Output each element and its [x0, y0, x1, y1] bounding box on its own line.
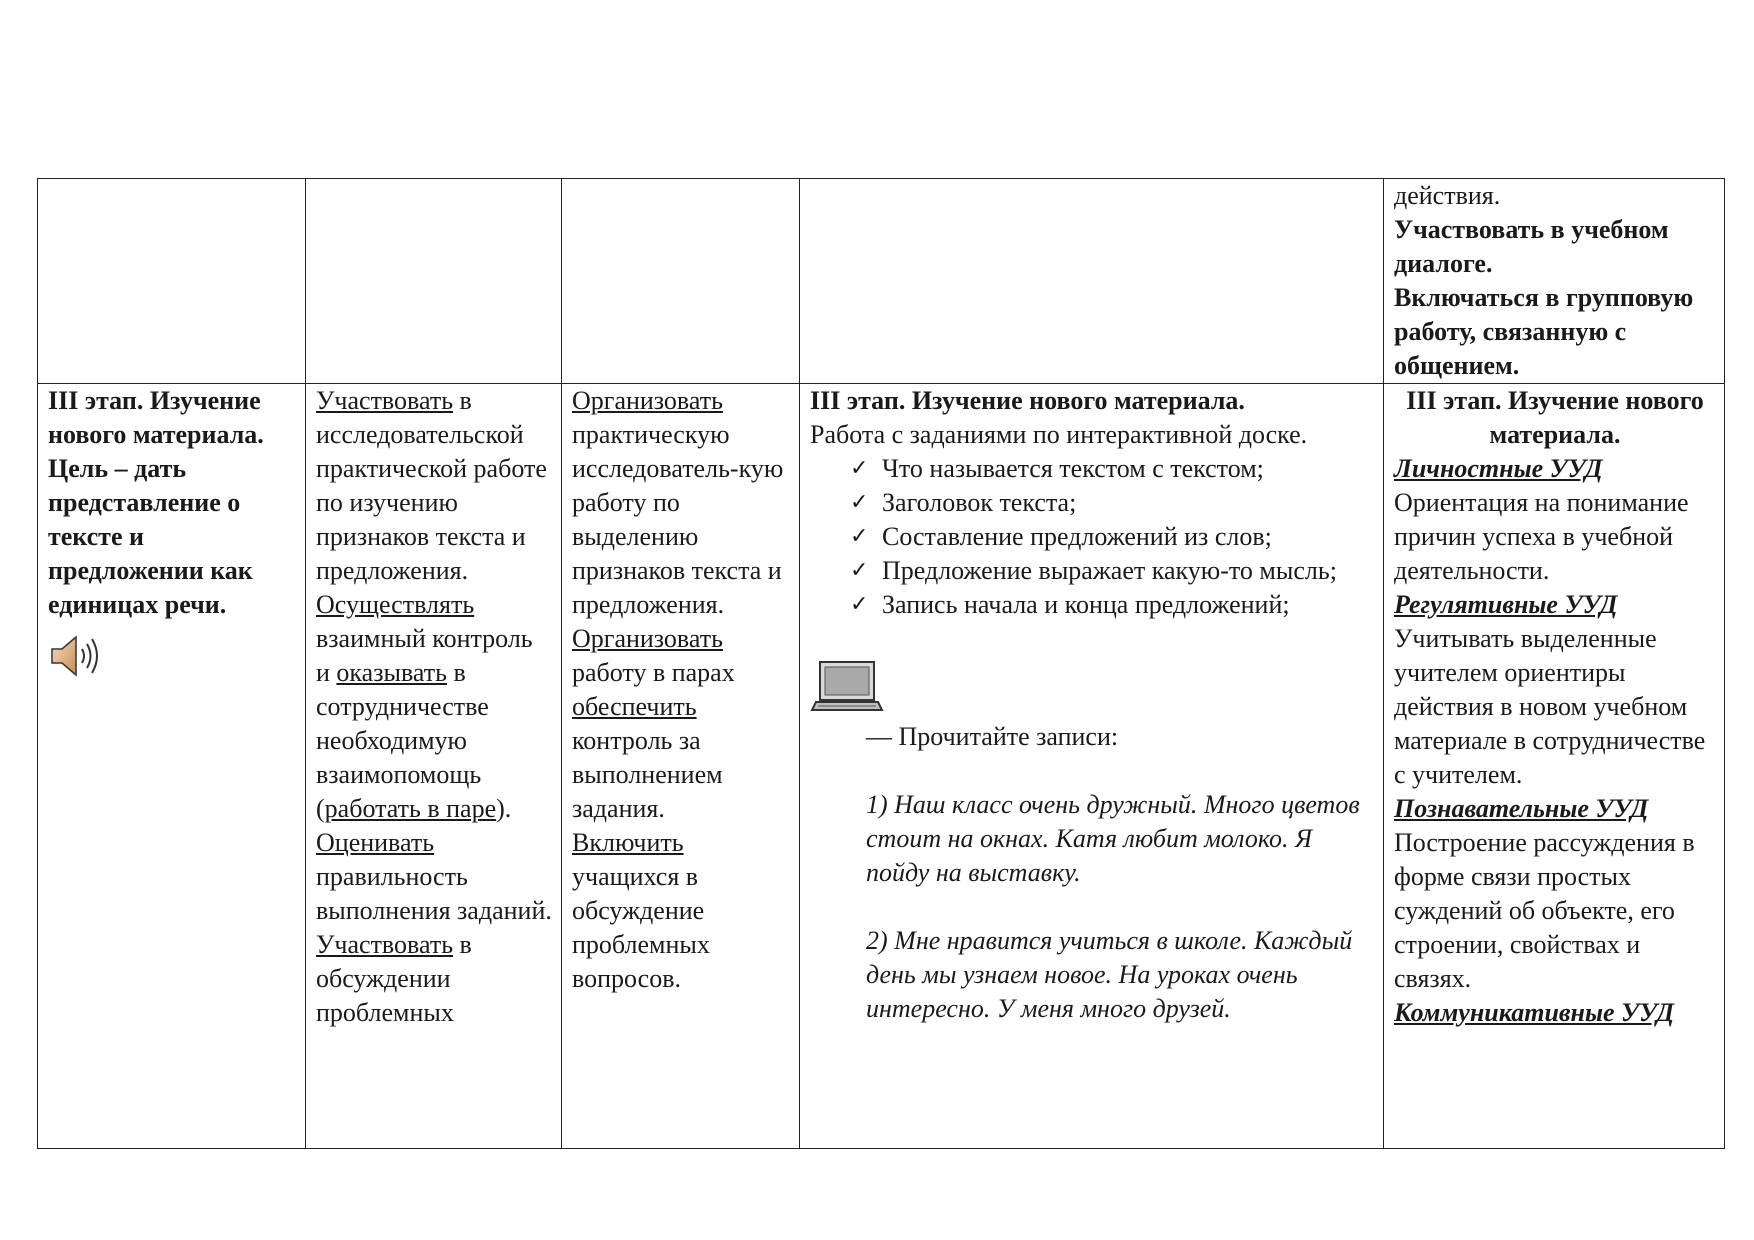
uud-text-line: действия.: [1394, 181, 1501, 210]
cell-stage: [38, 384, 306, 1149]
speaker-icon[interactable]: [48, 632, 104, 680]
list-item: [850, 554, 1375, 588]
list-item: [850, 486, 1375, 520]
list-item-text: Предложение выражает какую-то мысль;: [882, 556, 1337, 585]
table-row: [38, 384, 1725, 1149]
stage-title: III этап. Изучение нового материала.: [48, 386, 264, 449]
cell-student-activity: [306, 384, 562, 1149]
activity-text: в сотрудничестве необходимую взаимопомощь (: [316, 658, 489, 823]
activity-text: в исследовательской практической работе по изучению признаков текста и предложения.: [316, 386, 547, 585]
uud-heading: Регулятивные УУД: [1394, 590, 1618, 619]
uud-heading: Коммуникативные УУД: [1394, 998, 1674, 1027]
check-icon: ✓: [850, 558, 869, 583]
check-icon: ✓: [850, 524, 869, 549]
action-verb: Включить: [572, 828, 684, 857]
check-icon: ✓: [850, 490, 869, 515]
list-item: [850, 452, 1375, 486]
reading-prompt: — Прочитайте записи:: [866, 722, 1119, 751]
content-subtitle: Работа с заданиями по интерактивной доске.: [810, 420, 1308, 449]
action-verb: работать в паре: [324, 794, 497, 823]
list-item: [850, 520, 1375, 554]
activity-text: правильность выполнения заданий.: [316, 862, 552, 925]
uud-heading: Познавательные УУД: [1394, 794, 1649, 823]
cell-teacher-activity: [562, 384, 800, 1149]
action-verb: Осуществлять: [316, 590, 475, 619]
list-item: [850, 588, 1375, 622]
cell-teacher-activity: [562, 179, 800, 384]
uud-text-line: Включаться в групповую работу, связанную с общением.: [1394, 283, 1694, 380]
check-icon: ✓: [850, 456, 869, 481]
check-icon: ✓: [850, 592, 869, 617]
cell-student-activity: [306, 179, 562, 384]
cell-uud: [1384, 384, 1725, 1149]
lesson-plan-table: [37, 178, 1725, 1149]
uud-text: Ориентация на понимание причин успеха в учебной деятельности.: [1394, 488, 1689, 585]
list-item-text: Что называется текстом с текстом;: [882, 454, 1264, 483]
stage-goal: Цель – дать представление о тексте и предложении как единицах речи.: [48, 454, 253, 619]
reading-text-2: 2) Мне нравится учиться в школе. Каждый день мы узнаем новое. На уроках очень интересно. У меня много друзей.: [866, 926, 1353, 1023]
list-item-text: Запись начала и конца предложений;: [882, 590, 1290, 619]
activity-text: практическую исследователь-кую работу по выделению признаков текста и предложения.: [572, 420, 784, 619]
uud-text-line: Участвовать в учебном диалоге.: [1394, 215, 1669, 278]
uud-text: Построение рассуждения в форме связи простых суждений об объекте, его строении, свойствах и связях.: [1394, 828, 1695, 993]
action-verb: Участвовать: [316, 386, 454, 415]
reading-block: [810, 720, 1375, 1026]
action-verb: Оценивать: [316, 828, 435, 857]
list-item-text: Заголовок текста;: [882, 488, 1077, 517]
activity-text: взаимный контроль и: [316, 624, 533, 687]
uud-text: Учитывать выделенные учителем ориентиры действия в новом учебном материале в сотрудничестве с учителем.: [1394, 624, 1706, 789]
list-item-text: Составление предложений из слов;: [882, 522, 1272, 551]
cell-content: [800, 179, 1384, 384]
activity-text: работу в парах: [572, 658, 735, 687]
stage-title: III этап. Изучение нового материала.: [1406, 386, 1704, 449]
cell-content: [800, 384, 1384, 1149]
activity-text: ).: [496, 794, 512, 823]
action-verb: Организовать: [572, 624, 723, 653]
cell-uud: [1384, 179, 1725, 384]
action-verb: Организовать: [572, 386, 723, 415]
action-verb: Участвовать: [316, 930, 454, 959]
stage-title: III этап. Изучение нового материала.: [810, 386, 1245, 415]
laptop-icon[interactable]: [810, 660, 884, 716]
action-verb: оказывать: [336, 658, 447, 687]
checklist: [810, 452, 1375, 622]
cell-stage: [38, 179, 306, 384]
uud-heading: Личностные УУД: [1394, 454, 1603, 483]
reading-text-1: 1) Наш класс очень дружный. Много цветов стоит на окнах. Катя любит молоко. Я пойду на выставку.: [866, 790, 1360, 887]
activity-text: в обсуждении проблемных: [316, 930, 472, 1027]
action-verb: обеспечить: [572, 692, 697, 721]
activity-text: контроль за выполнением задания.: [572, 726, 723, 823]
table-row: [38, 179, 1725, 384]
activity-text: учащихся в обсуждение проблемных вопросов.: [572, 862, 710, 993]
